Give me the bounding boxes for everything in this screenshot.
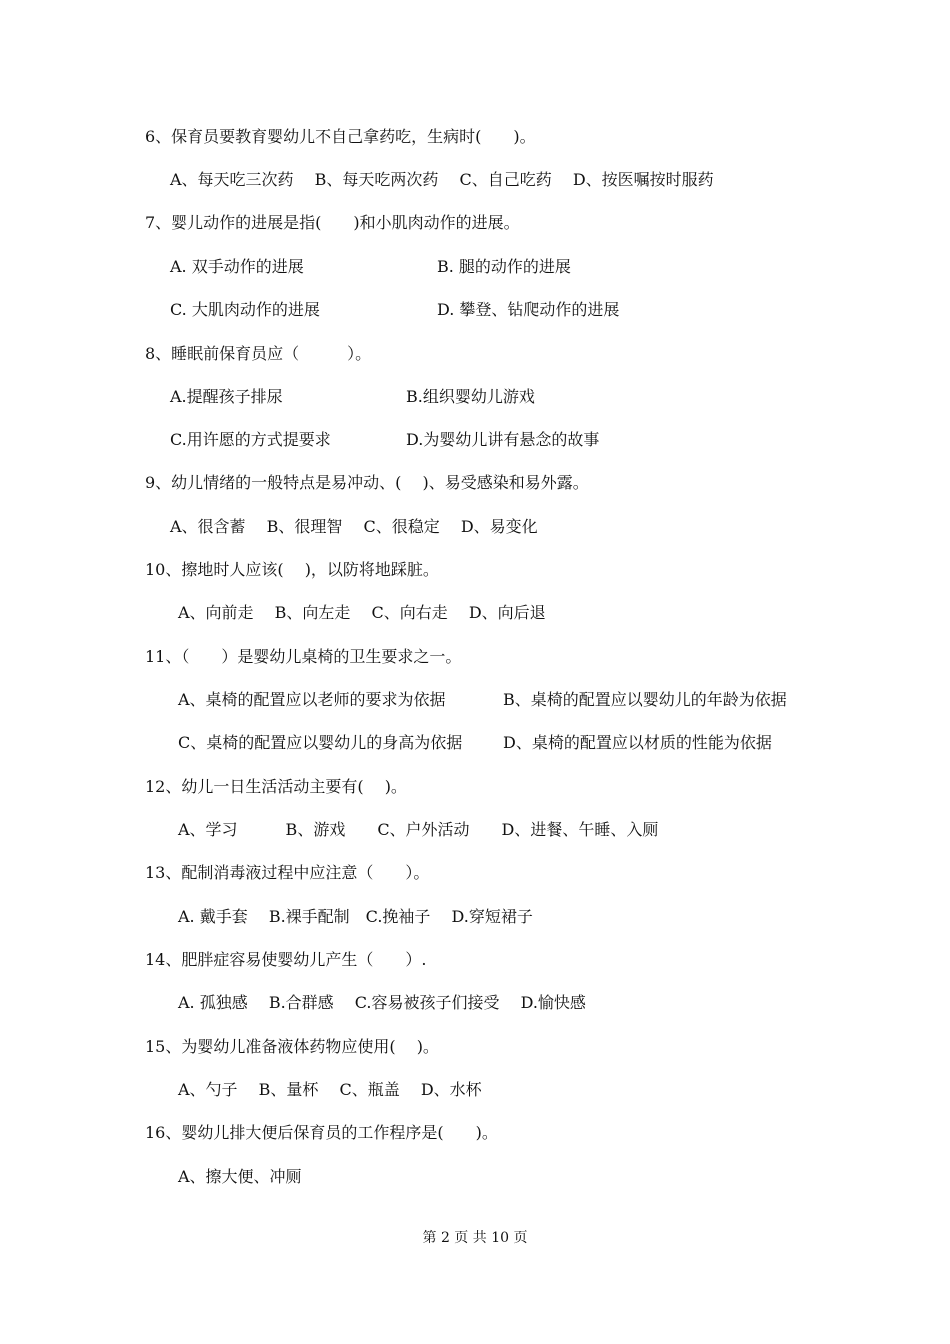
question-7-option-c: C. 大肌肉动作的进展 <box>170 300 320 319</box>
question-7-option-d: D. 攀登、钻爬动作的进展 <box>437 300 620 319</box>
question-11-stem: 11、（ ）是婴幼儿桌椅的卫生要求之一。 <box>145 647 462 666</box>
question-10-stem: 10、擦地时人应该( )，以防将地踩脏。 <box>145 560 439 579</box>
question-11-option-d: D、桌椅的配置应以材质的性能为依据 <box>503 733 772 752</box>
question-6-options: A、每天吃三次药 B、每天吃两次药 C、自己吃药 D、按医嘱按时服药 <box>170 170 714 189</box>
question-8-option-c: C.用许愿的方式提要求 <box>170 430 331 449</box>
question-11-option-a: A、桌椅的配置应以老师的要求为依据 <box>178 690 446 709</box>
question-7-option-b: B. 腿的动作的进展 <box>437 257 571 276</box>
question-14-options: A. 孤独感 B.合群感 C.容易被孩子们接受 D.愉快感 <box>178 993 586 1012</box>
question-12-options: A、学习 B、游戏 C、户外活动 D、进餐、午睡、入厕 <box>178 820 659 839</box>
question-8-option-b: B.组织婴幼儿游戏 <box>406 387 535 406</box>
question-11-option-c: C、桌椅的配置应以婴幼儿的身高为依据 <box>178 733 463 752</box>
question-15-options: A、勺子 B、量杯 C、瓶盖 D、水杯 <box>178 1080 482 1099</box>
question-13-stem: 13、配制消毒液过程中应注意（ ）。 <box>145 863 430 882</box>
question-6-stem: 6、保育员要教育婴幼儿不自己拿药吃，生病时( )。 <box>145 127 536 146</box>
question-10-options: A、向前走 B、向左走 C、向右走 D、向后退 <box>178 603 546 622</box>
question-7-stem: 7、婴儿动作的进展是指( )和小肌肉动作的进展。 <box>145 213 520 232</box>
question-11-option-b: B、桌椅的配置应以婴幼儿的年龄为依据 <box>503 690 787 709</box>
question-14-stem: 14、肥胖症容易使婴幼儿产生（ ）. <box>145 950 427 969</box>
question-8-option-a: A.提醒孩子排尿 <box>170 387 283 406</box>
question-16-stem: 16、婴幼儿排大便后保育员的工作程序是( )。 <box>145 1123 498 1142</box>
question-7-option-a: A. 双手动作的进展 <box>170 257 304 276</box>
page-number-footer: 第 2 页 共 10 页 <box>422 1230 528 1246</box>
question-13-options: A. 戴手套 B.裸手配制 C.挽袖子 D.穿短裙子 <box>178 907 533 926</box>
question-8-stem: 8、睡眠前保育员应（ ）。 <box>145 344 372 363</box>
question-8-option-d: D.为婴幼儿讲有悬念的故事 <box>406 430 600 449</box>
question-15-stem: 15、为婴幼儿准备液体药物应使用( )。 <box>145 1037 439 1056</box>
question-16-option-a: A、擦大便、冲厕 <box>178 1167 302 1186</box>
question-9-options: A、很含蓄 B、很理智 C、很稳定 D、易变化 <box>170 517 538 536</box>
question-9-stem: 9、幼儿情绪的一般特点是易冲动、( )、易受感染和易外露。 <box>145 473 589 492</box>
question-12-stem: 12、幼儿一日生活活动主要有( )。 <box>145 777 407 796</box>
